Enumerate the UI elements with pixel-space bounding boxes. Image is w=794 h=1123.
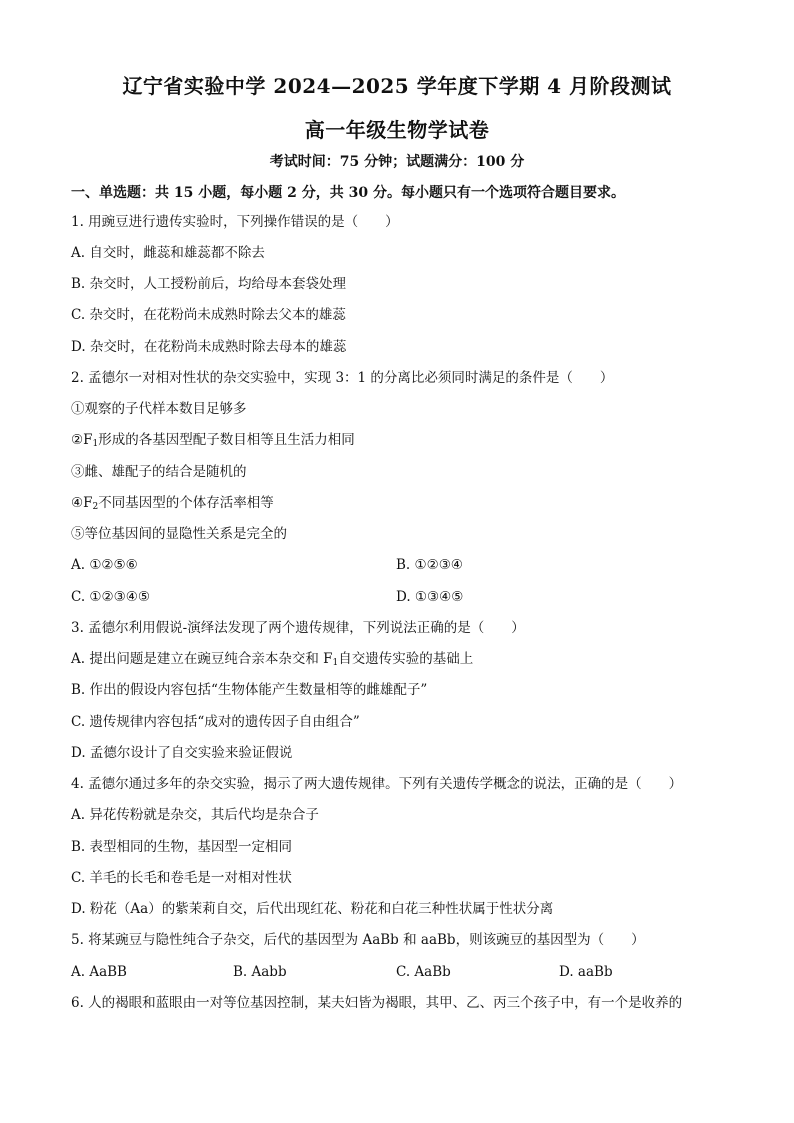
question-2-option-a: A. ①②⑤⑥ [71, 557, 138, 573]
question-4-stem: 4. 孟德尔通过多年的杂交实验，揭示了两大遗传规律。下列有关遗传学概念的说法，正确的是（ ） [71, 776, 683, 792]
question-4-option-a: A. 异花传粉就是杂交，其后代均是杂合子 [71, 807, 319, 823]
question-2-option-c: C. ①②③④⑤ [71, 589, 150, 605]
question-2-option-b: B. ①②③④ [396, 557, 463, 573]
question-2-stem: 2. 孟德尔一对相对性状的杂交实验中，实现 3：1 的分离比必须同时满足的条件是（ ） [71, 370, 614, 386]
question-1-option-a: A. 自交时，雌蕊和雄蕊都不除去 [71, 245, 265, 261]
question-2-item-2: $②F_1$形成的各基因型配子数目相等且生活力相同 [71, 432, 355, 449]
question-3-option-b: B. 作出的假设内容包括“生物体能产生数量相等的雌雄配子” [71, 682, 428, 698]
question-5-option-b: B. Aabb [233, 964, 287, 980]
question-4-option-b: B. 表型相同的生物，基因型一定相同 [71, 839, 293, 855]
exam-info: 考试时间：75 分钟；试题满分：100 分 [269, 154, 525, 170]
question-5-option-c: C. AaBb [396, 964, 451, 980]
question-5-option-a: A. AaBB [71, 964, 127, 980]
question-3-option-c: C. 遗传规律内容包括“成对的遗传因子自由组合” [71, 714, 360, 730]
question-1-option-c: C. 杂交时，在花粉尚未成熟时除去父本的雄蕊 [71, 307, 346, 323]
question-2-item-4: $④F_2$不同基因型的个体存活率相等 [71, 495, 274, 512]
question-1-option-b: B. 杂交时，人工授粉前后，均给母本套袋处理 [71, 276, 347, 292]
question-1-option-d: D. 杂交时，在花粉尚未成熟时除去母本的雄蕊 [71, 339, 347, 355]
question-6-stem: 6. 人的褐眼和蓝眼由一对等位基因控制，某夫妇皆为褐眼，其甲、乙、丙三个孩子中，有一个是收养的 [71, 995, 683, 1011]
exam-subtitle: 高一年级生物学试卷 [304, 118, 490, 142]
question-5-stem: 5. 将某豌豆与隐性纯合子杂交，后代的基因型为 AaBb 和 aaBb，则该豌豆的基因型为（ ） [71, 932, 645, 948]
question-5-option-d: D. aaBb [559, 964, 613, 980]
question-1-stem: 1. 用豌豆进行遗传实验时，下列操作错误的是（ ） [71, 214, 399, 230]
question-2-item-5: ⑤等位基因间的显隐性关系是完全的 [71, 526, 287, 542]
question-2-item-1: ①观察的子代样本数目足够多 [71, 401, 247, 417]
exam-title: 辽宁省实验中学 2024—2025 学年度下学期 4 月阶段测试 [122, 74, 672, 98]
section-heading: 一、单选题：共 15 小题，每小题 2 分，共 30 分。每小题只有一个选项符合题目要求。 [71, 185, 625, 201]
question-2-item-3: ③雌、雄配子的结合是随机的 [71, 464, 247, 480]
question-4-option-d: D. 粉花（Aa）的紫茉莉自交，后代出现红花、粉花和白花三种性状属于性状分离 [71, 901, 554, 917]
question-3-option-a: A. 提出问题是建立在豌豆纯合亲本杂交和 $F_1$自交遗传实验的基础上 [71, 651, 474, 668]
question-4-option-c: C. 羊毛的长毛和卷毛是一对相对性状 [71, 870, 292, 886]
question-3-stem: 3. 孟德尔利用假说-演绎法发现了两个遗传规律，下列说法正确的是（ ） [71, 620, 525, 636]
question-2-option-d: D. ①③④⑤ [396, 589, 464, 605]
question-3-option-d: D. 孟德尔设计了自交实验来验证假说 [71, 745, 293, 761]
